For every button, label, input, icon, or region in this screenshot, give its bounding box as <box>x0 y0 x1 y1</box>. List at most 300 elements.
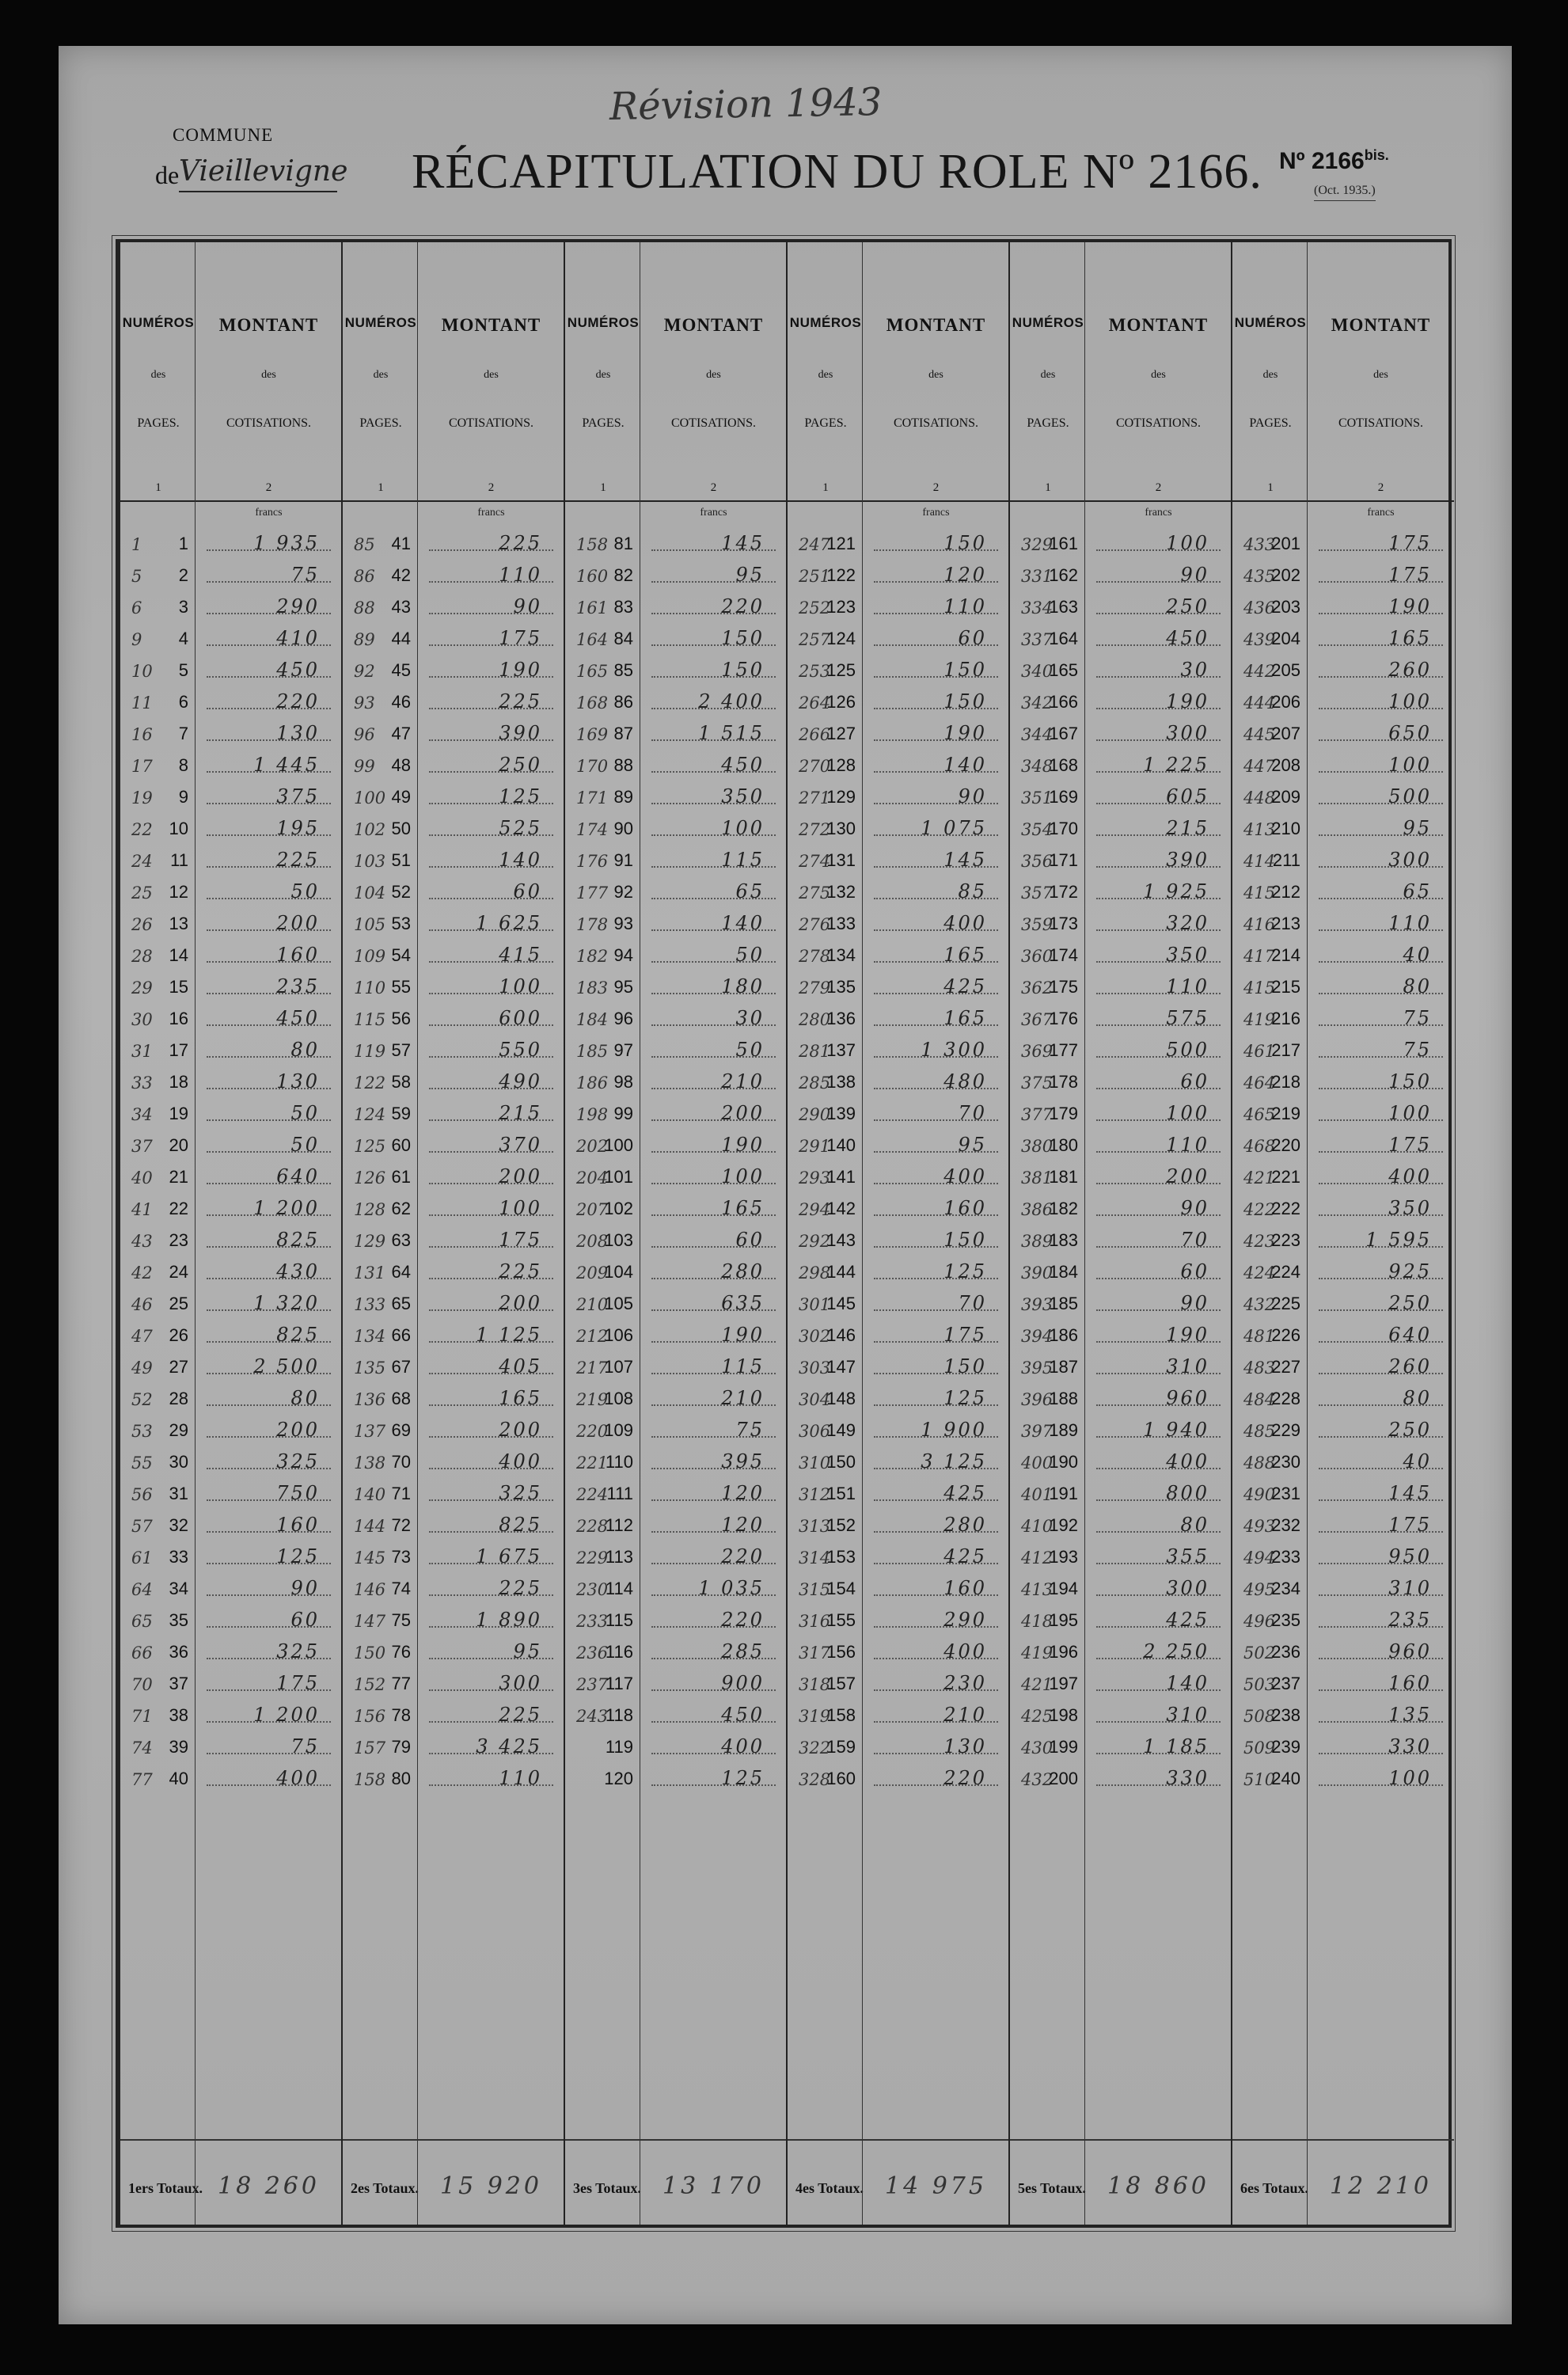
table-row <box>418 1191 564 1222</box>
amount-cell: 175 <box>499 1229 542 1251</box>
table-row <box>565 842 641 874</box>
amount-cell: 125 <box>943 1387 987 1409</box>
table-row <box>343 1697 419 1729</box>
row-number: 124 <box>826 629 856 648</box>
table-row <box>120 526 196 557</box>
handwritten-page-ref: 144 <box>354 1517 386 1536</box>
amount-cell: 40 <box>1403 944 1432 966</box>
montant-header-title: MONTANT <box>1108 315 1209 335</box>
table-row <box>565 1761 641 1792</box>
row-number: 132 <box>826 882 856 902</box>
table-row <box>863 842 1009 874</box>
total-label: 1ers Totaux. <box>128 2180 203 2196</box>
amount-cell: 1 225 <box>1143 754 1209 776</box>
row-number: 87 <box>613 724 633 743</box>
row-number: 46 <box>391 692 411 712</box>
table-row <box>196 811 342 842</box>
handwritten-page-ref: 53 <box>131 1422 153 1441</box>
montant-header-cotisations: COTISATIONS. <box>1115 416 1202 430</box>
table-row <box>120 1476 196 1507</box>
row-number: 180 <box>1049 1135 1078 1155</box>
row-number: 159 <box>826 1737 856 1757</box>
handwritten-page-ref: 484 <box>1243 1390 1276 1409</box>
table-row <box>1085 1286 1232 1317</box>
row-number: 118 <box>605 1705 633 1725</box>
table-row <box>343 779 419 811</box>
montant-header-cotisations: COTISATIONS. <box>226 416 312 430</box>
table-row <box>788 557 864 589</box>
table-row <box>418 716 564 747</box>
header-rule <box>418 500 564 502</box>
table-row <box>196 1317 342 1349</box>
table-row <box>1308 1729 1454 1761</box>
amount-cell: 370 <box>499 1134 542 1156</box>
handwritten-page-ref: 432 <box>1243 1295 1276 1314</box>
handwritten-page-ref: 495 <box>1243 1580 1276 1599</box>
amount-cell: 65 <box>735 880 765 902</box>
row-number: 15 <box>169 977 188 997</box>
amount-cell: 100 <box>1388 1767 1432 1789</box>
table-row <box>640 589 787 621</box>
table-row <box>1308 557 1454 589</box>
table-row <box>1010 1697 1086 1729</box>
table-row <box>1085 1254 1232 1286</box>
table-row <box>196 1159 342 1191</box>
row-number: 29 <box>169 1420 188 1440</box>
amount-cell: 65 <box>1403 880 1432 902</box>
table-row <box>1232 589 1308 621</box>
table-row <box>1232 557 1308 589</box>
handwritten-page-ref: 415 <box>1243 978 1276 998</box>
header-rule <box>1010 500 1086 502</box>
handwritten-page-ref: 96 <box>354 725 375 744</box>
amount-cell: 395 <box>721 1450 765 1472</box>
row-number: 187 <box>1049 1357 1078 1377</box>
row-number: 143 <box>826 1230 856 1250</box>
handwritten-page-ref: 317 <box>799 1644 831 1662</box>
amount-cell: 95 <box>513 1640 542 1662</box>
table-row <box>1010 779 1086 811</box>
table-row <box>788 1001 864 1032</box>
totals-rule <box>343 2139 419 2141</box>
table-row <box>788 716 864 747</box>
table-row <box>120 1507 196 1539</box>
amount-cell: 90 <box>1180 1292 1209 1314</box>
unit-label: francs <box>1367 507 1395 519</box>
table-row <box>1085 1476 1232 1507</box>
table-row <box>1010 1159 1086 1191</box>
table-row <box>1308 842 1454 874</box>
table-row <box>120 1634 196 1666</box>
amount-cell: 125 <box>276 1545 320 1568</box>
table-row <box>863 1729 1009 1761</box>
row-number: 138 <box>826 1072 856 1092</box>
row-number: 207 <box>1271 724 1300 743</box>
row-number: 205 <box>1271 660 1300 680</box>
table-row <box>1085 747 1232 779</box>
handwritten-page-ref: 413 <box>1021 1580 1054 1599</box>
amount-cell: 1 890 <box>476 1609 542 1631</box>
handwritten-page-ref: 377 <box>1021 1105 1054 1124</box>
row-number: 57 <box>391 1040 411 1060</box>
amount-cell: 95 <box>1403 817 1432 839</box>
table-row <box>863 1317 1009 1349</box>
table-row <box>1308 969 1454 1001</box>
table-row <box>565 1666 641 1697</box>
amount-cell: 1 900 <box>921 1419 987 1441</box>
unit-label: francs <box>1145 507 1172 519</box>
table-row <box>418 621 564 652</box>
row-number: 3 <box>178 597 188 617</box>
table-row <box>1085 1666 1232 1697</box>
table-row <box>418 1064 564 1096</box>
table-row <box>788 811 864 842</box>
handwritten-page-ref: 110 <box>354 978 386 998</box>
amount-cell: 825 <box>276 1324 320 1346</box>
amount-cell: 175 <box>276 1672 320 1694</box>
table-row <box>418 1412 564 1444</box>
row-number: 157 <box>826 1674 856 1693</box>
handwritten-page-ref: 219 <box>576 1390 609 1409</box>
handwritten-page-ref: 414 <box>1243 852 1276 871</box>
table-row <box>640 557 787 589</box>
handwritten-page-ref: 229 <box>576 1548 609 1568</box>
handwritten-page-ref: 444 <box>1243 694 1276 712</box>
row-number: 173 <box>1049 914 1078 933</box>
table-row <box>343 937 419 969</box>
amount-cell: 200 <box>276 1419 320 1441</box>
handwritten-page-ref: 19 <box>131 788 153 808</box>
handwritten-page-ref: 178 <box>576 915 609 934</box>
handwritten-page-ref: 485 <box>1243 1422 1276 1441</box>
amount-cell: 225 <box>499 1260 542 1282</box>
numeros-header-des: des <box>1262 369 1278 381</box>
amount-cell: 75 <box>1403 1007 1432 1029</box>
row-number: 144 <box>826 1262 856 1282</box>
table-row <box>196 937 342 969</box>
table-row <box>1232 526 1308 557</box>
handwritten-page-ref: 109 <box>354 947 386 966</box>
table-row <box>1232 621 1308 652</box>
table-row <box>1010 1571 1086 1602</box>
table-row <box>640 1064 787 1096</box>
row-number: 215 <box>1271 977 1300 997</box>
handwritten-page-ref: 147 <box>354 1612 386 1631</box>
amount-cell: 650 <box>1388 722 1432 744</box>
amount-cell: 175 <box>943 1324 987 1346</box>
row-number: 214 <box>1271 945 1300 965</box>
table-row <box>1085 1539 1232 1571</box>
row-number: 232 <box>1271 1515 1300 1535</box>
handwritten-page-ref: 169 <box>576 725 609 744</box>
montant-column <box>1307 242 1454 2225</box>
amount-cell: 405 <box>499 1355 542 1378</box>
handwritten-page-ref: 448 <box>1243 788 1276 808</box>
table-row <box>1308 874 1454 906</box>
amount-cell: 1 035 <box>698 1577 765 1599</box>
table-row <box>1085 874 1232 906</box>
handwritten-page-ref: 33 <box>131 1074 153 1092</box>
table-row <box>863 1476 1009 1507</box>
handwritten-page-ref: 357 <box>1021 884 1054 902</box>
numeros-header <box>120 242 196 504</box>
row-number: 98 <box>613 1072 633 1092</box>
table-row <box>120 906 196 937</box>
amount-cell: 200 <box>499 1292 542 1314</box>
row-number: 78 <box>391 1705 411 1725</box>
handwritten-page-ref: 168 <box>576 694 609 712</box>
table-row <box>788 1444 864 1476</box>
row-number: 100 <box>604 1135 633 1155</box>
row-number: 65 <box>391 1294 411 1313</box>
handwritten-page-ref: 264 <box>799 694 831 712</box>
handwritten-page-ref: 102 <box>354 820 386 839</box>
amount-cell: 150 <box>721 627 765 649</box>
table-row <box>343 1634 419 1666</box>
handwritten-page-ref: 100 <box>354 788 386 808</box>
table-row <box>640 1222 787 1254</box>
handwritten-page-ref: 156 <box>354 1707 386 1726</box>
amount-cell: 135 <box>1388 1704 1432 1726</box>
handwritten-page-ref: 43 <box>131 1232 153 1251</box>
amount-cell: 60 <box>290 1609 320 1631</box>
row-number: 167 <box>1049 724 1078 743</box>
table-row <box>418 1444 564 1476</box>
handwritten-page-ref: 419 <box>1021 1644 1054 1662</box>
table-row <box>120 1159 196 1191</box>
amount-cell: 1 675 <box>476 1545 542 1568</box>
table-row <box>343 1507 419 1539</box>
handwritten-page-ref: 74 <box>131 1738 153 1758</box>
row-number: 50 <box>391 819 411 838</box>
amount-cell: 450 <box>1166 627 1209 649</box>
total-label: 4es Totaux. <box>795 2180 864 2196</box>
handwritten-page-ref: 412 <box>1021 1548 1054 1568</box>
handwritten-page-ref: 396 <box>1021 1390 1054 1409</box>
row-number: 175 <box>1049 977 1078 997</box>
handwritten-page-ref: 217 <box>576 1358 609 1378</box>
handwritten-page-ref: 342 <box>1021 694 1054 712</box>
table-row <box>565 1064 641 1096</box>
row-number: 39 <box>169 1737 188 1757</box>
handwritten-page-ref: 417 <box>1243 947 1276 966</box>
table-row <box>863 716 1009 747</box>
row-number: 177 <box>1049 1040 1078 1060</box>
amount-cell: 200 <box>721 1102 765 1124</box>
handwritten-page-ref: 442 <box>1243 662 1276 681</box>
montant-column <box>417 242 564 2225</box>
amount-cell: 225 <box>499 1577 542 1599</box>
montant-header-index: 2 <box>488 481 495 494</box>
amount-cell: 80 <box>1403 1387 1432 1409</box>
table-row <box>1010 1539 1086 1571</box>
table-row <box>120 1222 196 1254</box>
numeros-header-des: des <box>373 369 389 381</box>
table-row <box>196 1412 342 1444</box>
table-row <box>1232 1254 1308 1286</box>
row-number: 12 <box>169 882 188 902</box>
handwritten-page-ref: 129 <box>354 1232 386 1251</box>
handwritten-page-ref: 55 <box>131 1454 153 1472</box>
handwritten-page-ref: 400 <box>1021 1454 1054 1472</box>
numeros-column <box>341 242 419 2225</box>
table-row <box>196 684 342 716</box>
table-row <box>1085 969 1232 1001</box>
amount-cell: 80 <box>1403 975 1432 998</box>
row-number: 199 <box>1049 1737 1078 1757</box>
row-number: 162 <box>1049 565 1078 585</box>
total-value: 13 170 <box>663 2172 765 2200</box>
row-number: 112 <box>605 1515 633 1535</box>
amount-cell: 220 <box>721 1609 765 1631</box>
table-row <box>788 747 864 779</box>
table-row <box>418 557 564 589</box>
amount-cell: 600 <box>499 1007 542 1029</box>
table-row <box>120 969 196 1001</box>
amount-cell: 100 <box>1166 1102 1209 1124</box>
amount-cell: 110 <box>1166 1134 1209 1156</box>
table-row <box>863 1191 1009 1222</box>
table-row <box>1308 621 1454 652</box>
handwritten-page-ref: 464 <box>1243 1074 1276 1092</box>
table-row <box>418 811 564 842</box>
handwritten-page-ref: 390 <box>1021 1264 1054 1282</box>
handwritten-page-ref: 266 <box>799 725 831 744</box>
table-row <box>1085 684 1232 716</box>
row-number: 13 <box>169 914 188 933</box>
handwritten-page-ref: 281 <box>799 1042 831 1061</box>
handwritten-page-ref: 224 <box>576 1485 609 1504</box>
row-number: 102 <box>604 1199 633 1218</box>
amount-cell: 250 <box>1166 595 1209 618</box>
amount-cell: 410 <box>276 627 320 649</box>
amount-cell: 160 <box>1388 1672 1432 1694</box>
table-row <box>1232 1001 1308 1032</box>
amount-cell: 110 <box>499 1767 542 1789</box>
table-row <box>863 1159 1009 1191</box>
table-row <box>1232 1412 1308 1444</box>
table-row <box>1232 747 1308 779</box>
table-row <box>120 811 196 842</box>
row-number: 59 <box>391 1104 411 1123</box>
handwritten-page-ref: 318 <box>799 1675 831 1694</box>
table-row <box>863 1032 1009 1064</box>
table-row <box>863 526 1009 557</box>
row-number: 45 <box>391 660 411 680</box>
amount-cell: 100 <box>499 975 542 998</box>
table-row <box>1308 1096 1454 1127</box>
amount-cell: 165 <box>499 1387 542 1409</box>
handwritten-page-ref: 331 <box>1021 567 1054 586</box>
handwritten-page-ref: 351 <box>1021 788 1054 808</box>
table-row <box>640 1697 787 1729</box>
table-row <box>788 969 864 1001</box>
table-row <box>640 969 787 1001</box>
table-row <box>343 1476 419 1507</box>
table-row <box>343 1571 419 1602</box>
row-number: 240 <box>1271 1769 1300 1788</box>
amount-cell: 605 <box>1166 785 1209 808</box>
handwritten-page-ref: 16 <box>131 725 153 744</box>
numeros-column <box>1008 242 1086 2225</box>
table-row <box>640 842 787 874</box>
handwritten-page-ref: 138 <box>354 1454 386 1472</box>
numeros-header-des: des <box>150 369 166 381</box>
table-row <box>640 684 787 716</box>
amount-cell: 110 <box>943 595 987 618</box>
montant-header-cotisations: COTISATIONS. <box>670 416 757 430</box>
amount-cell: 60 <box>513 880 542 902</box>
amount-cell: 90 <box>1180 1197 1209 1219</box>
total-label: 5es Totaux. <box>1018 2180 1087 2196</box>
handwritten-page-ref: 344 <box>1021 725 1054 744</box>
row-number: 200 <box>1049 1769 1078 1788</box>
table-row <box>1232 1349 1308 1381</box>
table-row <box>1010 1096 1086 1127</box>
row-number: 33 <box>169 1547 188 1567</box>
table-row <box>1085 652 1232 684</box>
handwritten-page-ref: 301 <box>799 1295 831 1314</box>
handwritten-page-ref: 46 <box>131 1295 153 1314</box>
table-row <box>1232 969 1308 1001</box>
amount-cell: 145 <box>1388 1482 1432 1504</box>
amount-cell: 355 <box>1166 1545 1209 1568</box>
amount-cell: 70 <box>958 1292 987 1314</box>
row-number: 154 <box>826 1579 856 1598</box>
amount-cell: 330 <box>1166 1767 1209 1789</box>
handwritten-page-ref: 509 <box>1243 1738 1276 1758</box>
handwritten-page-ref: 24 <box>131 852 153 871</box>
amount-cell: 210 <box>721 1387 765 1409</box>
handwritten-page-ref: 348 <box>1021 757 1054 776</box>
table-row <box>565 1381 641 1412</box>
montant-header-des: des <box>484 369 499 381</box>
handwritten-page-ref: 183 <box>576 978 609 998</box>
table-row <box>418 1286 564 1317</box>
row-number: 216 <box>1271 1009 1300 1028</box>
montant-header-cotisations: COTISATIONS. <box>1338 416 1424 430</box>
table-row <box>1232 811 1308 842</box>
row-number: 233 <box>1271 1547 1300 1567</box>
table-row <box>418 1001 564 1032</box>
amount-cell: 310 <box>1166 1355 1209 1378</box>
row-number: 105 <box>604 1294 633 1313</box>
table-row <box>1308 747 1454 779</box>
table-row <box>343 1412 419 1444</box>
table-row <box>640 716 787 747</box>
table-row <box>1308 1412 1454 1444</box>
table-row <box>640 1191 787 1222</box>
amount-cell: 225 <box>499 1704 542 1726</box>
table-row <box>418 1539 564 1571</box>
montant-header <box>1085 242 1232 504</box>
table-row <box>1232 1539 1308 1571</box>
row-number: 93 <box>613 914 633 933</box>
unit-label: francs <box>922 507 950 519</box>
handwritten-page-ref: 198 <box>576 1105 609 1124</box>
handwritten-page-ref: 306 <box>799 1422 831 1441</box>
table-row <box>343 716 419 747</box>
table-row <box>343 621 419 652</box>
row-number: 217 <box>1271 1040 1300 1060</box>
row-number: 194 <box>1049 1579 1078 1598</box>
amount-cell: 350 <box>1166 944 1209 966</box>
table-row <box>863 747 1009 779</box>
table-row <box>418 589 564 621</box>
table-row <box>418 779 564 811</box>
handwritten-page-ref: 64 <box>131 1580 153 1599</box>
handwritten-page-ref: 170 <box>576 757 609 776</box>
